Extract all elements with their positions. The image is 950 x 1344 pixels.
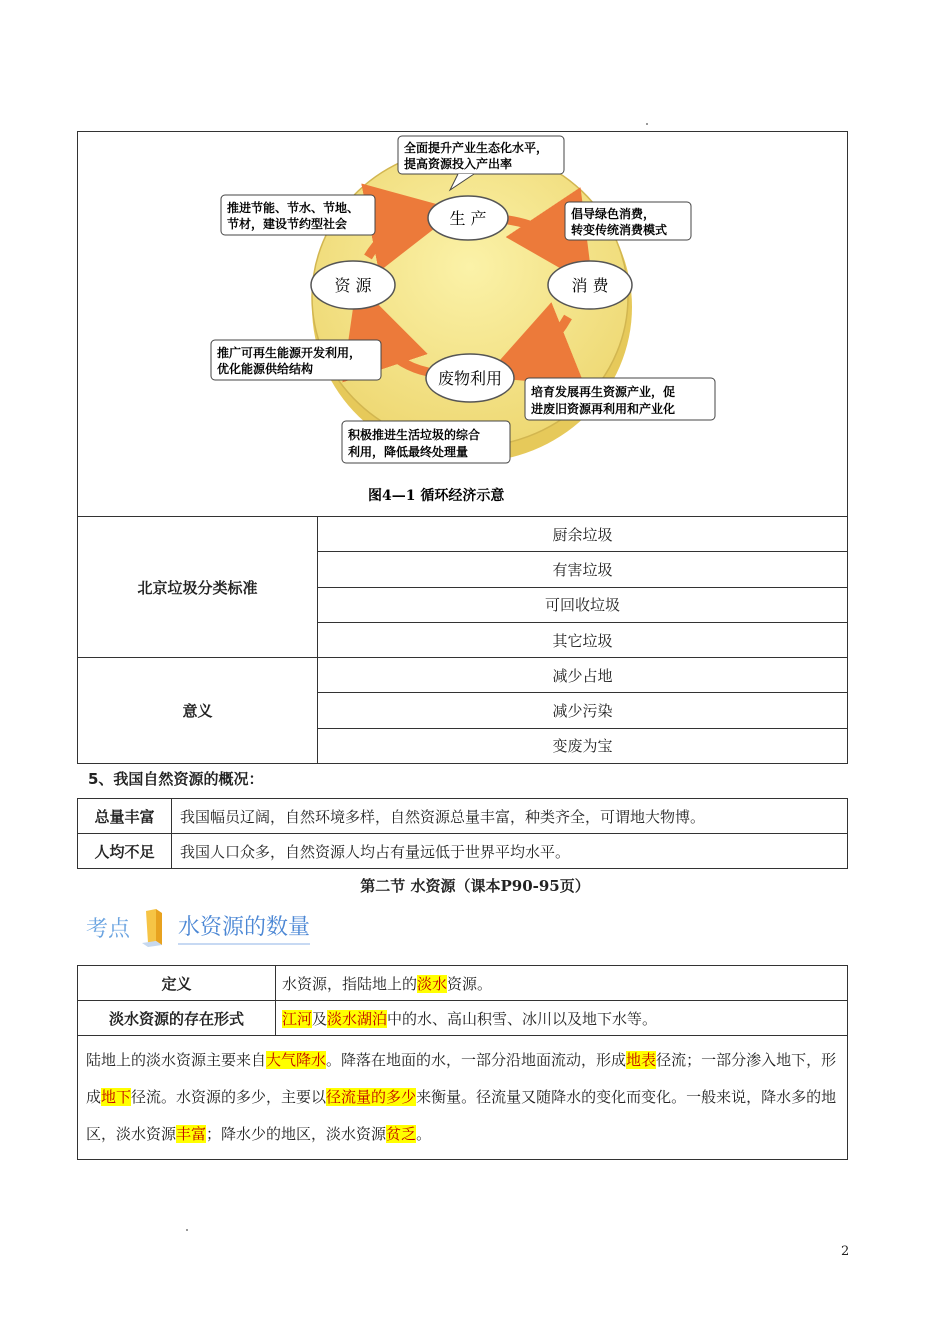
node-consumption [548,261,632,309]
row-label: 人均不足 [78,834,172,869]
svg-text:进废旧资源再利用和产业化: 进废旧资源再利用和产业化 [531,402,676,416]
table-row [78,834,848,869]
svg-text:推进节能、节水、节地、: 推进节能、节水、节地、 [227,201,360,215]
table-row [78,1036,848,1160]
callout-left-bottom [211,340,381,380]
kaodian-title: 水资源的数量 [178,910,310,945]
speck [186,1229,188,1231]
number-one-icon [140,907,166,947]
table-cell: 变废为宝 [318,728,848,763]
row-label: 意义 [78,658,318,764]
figure-caption: 图4—1 循环经济示意 [368,488,505,504]
section-title: 第二节 水资源（课本P90-95页） [360,877,590,895]
svg-text:全面提升产业生态化水平，: 全面提升产业生态化水平， [404,141,549,155]
speck [646,123,648,125]
table-cell: 减少占地 [318,658,848,693]
table-row [78,799,848,834]
table-cell: 减少污染 [318,693,848,728]
svg-text:消 费: 消 费 [571,276,609,295]
section-5-heading: 5、我国自然资源的概况： [88,770,264,788]
svg-text:转变传统消费模式: 转变传统消费模式 [571,223,668,237]
table-cell: 有害垃圾 [318,552,848,587]
svg-text:推广可再生能源开发利用，: 推广可再生能源开发利用， [217,346,362,360]
svg-text:倡导绿色消费，: 倡导绿色消费， [571,207,656,221]
table-cell: 我国幅员辽阔，自然环境多样，自然资源总量丰富，种类齐全，可谓地大物博。 [172,799,848,834]
callout-left-top [221,195,375,235]
forms-cell: 江河及淡水湖泊中的水、高山积雪、冰川以及地下水等。 [276,1001,848,1036]
circular-economy-figure [77,131,848,517]
callout-bottom [342,421,510,463]
svg-text:积极推进生活垃圾的综合: 积极推进生活垃圾的综合 [348,428,481,442]
svg-text:优化能源供给结构: 优化能源供给结构 [217,362,314,376]
circular-economy-diagram [78,132,849,518]
svg-text:培育发展再生资源产业，促: 培育发展再生资源产业，促 [531,385,676,399]
row-label: 总量丰富 [78,799,172,834]
kaodian-label: 考点 [86,916,131,942]
table-cell: 其它垃圾 [318,622,848,657]
node-production [428,196,508,240]
garbage-sorting-table [77,516,848,764]
table-cell: 我国人口众多，自然资源人均占有量远低于世界平均水平。 [172,834,848,869]
natural-resources-table [77,798,848,869]
svg-text:提高资源投入产出率: 提高资源投入产出率 [404,157,513,171]
callout-bottom-right [525,378,715,420]
node-waste-utilization [426,354,514,402]
table-row [78,966,848,1001]
svg-text:废物利用: 废物利用 [437,369,503,388]
explanation-paragraph: 陆地上的淡水资源主要来自大气降水。降落在地面的水，一部分沿地面流动，形成地表径流；一部分渗入地下，形成地下径流。水资源的多少，主要以径流量的多少来衡量。径流量又随降水的变化而变化。一般来说，降水多的地区，淡水资源丰富；降水少的地区，淡水资源贫乏。 [78,1036,848,1160]
callout-right [565,202,691,240]
svg-text:节材，建设节约型社会: 节材，建设节约型社会 [227,217,348,231]
row-label: 淡水资源的存在形式 [78,1001,276,1036]
table-cell: 厨余垃圾 [318,517,848,552]
svg-text:利用，降低最终处理量: 利用，降低最终处理量 [348,445,469,459]
page-number: 2 [841,1244,850,1259]
table-row [78,1001,848,1036]
svg-text:生 产: 生 产 [449,209,487,228]
row-label: 北京垃圾分类标准 [78,517,318,658]
svg-text:资 源: 资 源 [334,276,372,295]
node-resources [311,261,395,309]
table-cell: 可回收垃圾 [318,587,848,622]
table-row [78,517,848,552]
row-label: 定义 [78,966,276,1001]
kaodian-header [86,904,310,950]
water-resources-table [77,965,848,1160]
table-row [78,658,848,693]
definition-cell: 水资源，指陆地上的淡水资源。 [276,966,848,1001]
